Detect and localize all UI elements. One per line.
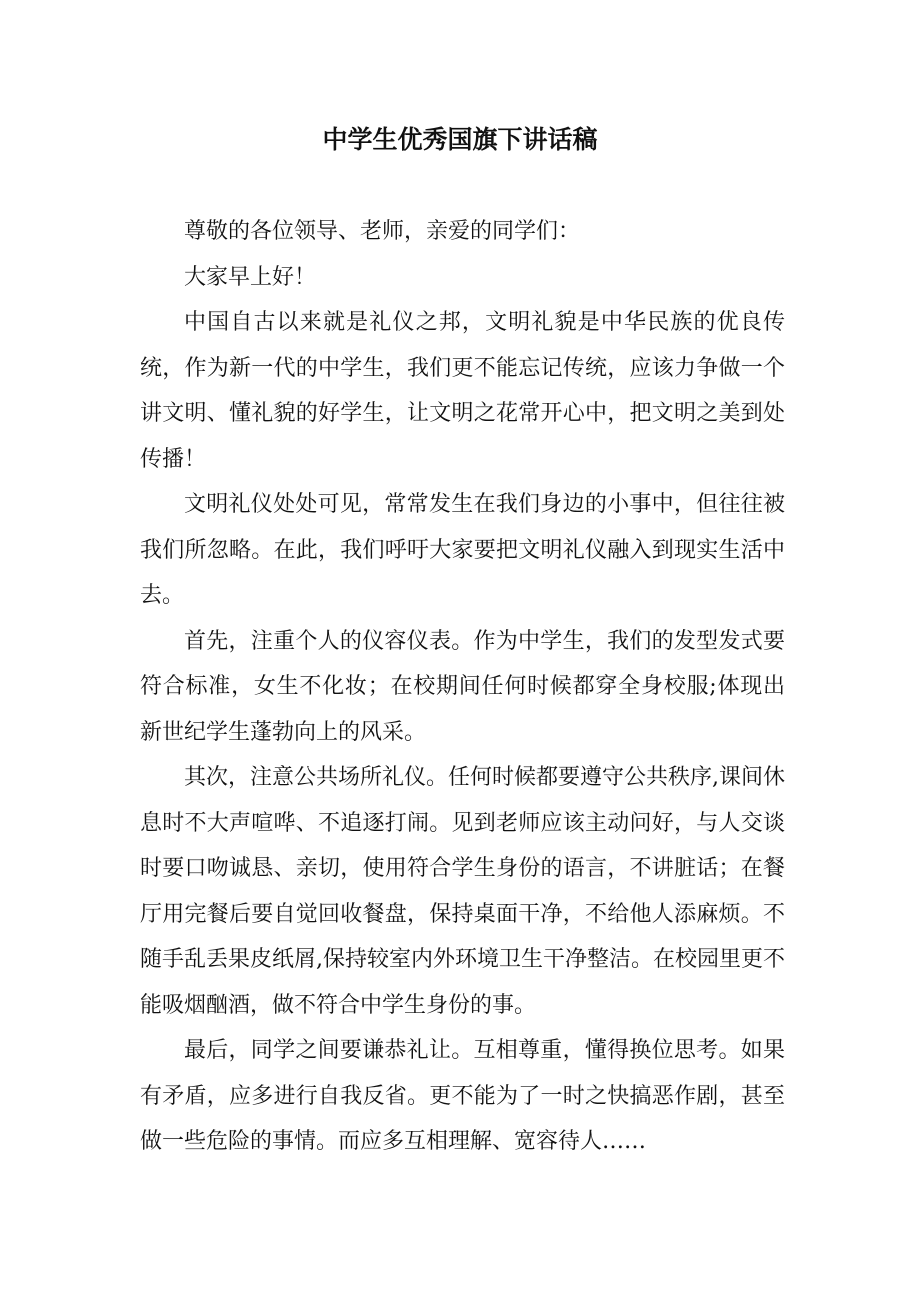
paragraph-second-point: 其次，注意公共场所礼仪。任何时候都要遵守公共秩序,课间休息时不大声喧哗、不追逐打闹。见到老师应该主动问好，与人交谈时要口吻诚恳、亲切，使用符合学生身份的语言，不讲脏话；在餐厅用完餐后要自觉回收餐盘，保持桌面干净，不给他人添麻烦。不随手乱丢果皮纸屑,保持较室内外环境卫生干净整洁。在校园里更不能吸烟酗酒，做不符合中学生身份的事。 <box>140 765 785 1018</box>
paragraph-call-to-action: 文明礼仪处处可见，常常发生在我们身边的小事中，但往往被我们所忽略。在此，我们呼吁大家要把文明礼仪融入到现实生活中去。 <box>140 492 785 608</box>
document-title: 中学生优秀国旗下讲话稿 <box>322 125 598 154</box>
paragraph-good-morning: 大家早上好！ <box>184 264 317 290</box>
document-body <box>140 209 785 1165</box>
paragraph-final-point: 最后，同学之间要谦恭礼让。互相尊重，懂得换位思考。如果有矛盾，应多进行自我反省。更不能为了一时之快搞恶作剧，甚至做一些危险的事情。而应多互相理解、宽容待人…… <box>140 1038 785 1154</box>
paragraph-first-point: 首先，注重个人的仪容仪表。作为中学生，我们的发型发式要符合标准，女生不化妆；在校期间任何时候都穿全身校服;体现出新世纪学生蓬勃向上的风采。 <box>140 628 785 745</box>
paragraph-greeting: 尊敬的各位领导、老师，亲爱的同学们： <box>184 219 581 244</box>
paragraph-intro: 中国自古以来就是礼仪之邦，文明礼貌是中华民族的优良传统，作为新一代的中学生，我们更不能忘记传统，应该力争做一个讲文明、懂礼貌的好学生，让文明之花常开心中，把文明之美到处传播！ <box>140 310 785 472</box>
